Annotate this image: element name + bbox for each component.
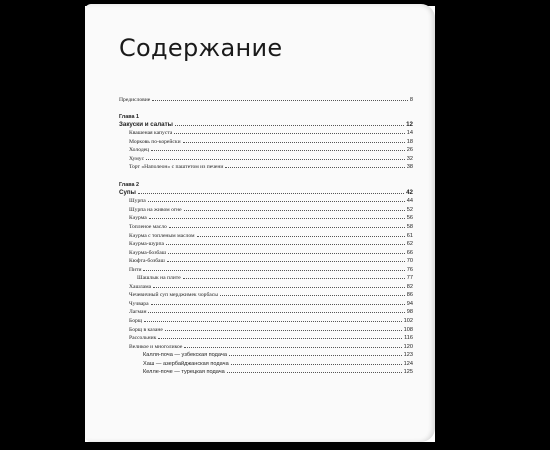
toc-entry-title: Торт «Наполеон» с паштетом из печени xyxy=(129,164,224,171)
toc-entry-title: Кәурма-шурпа xyxy=(129,241,164,248)
dot-leader xyxy=(152,96,408,101)
toc-entry-title: Борщ xyxy=(129,318,143,325)
toc-entry xyxy=(119,138,413,147)
toc-page-number: 116 xyxy=(404,335,413,342)
dot-leader xyxy=(148,197,405,202)
toc-entry-title: Шурпа xyxy=(129,198,146,205)
toc-entry xyxy=(119,266,413,275)
toc-entry-title: Калля-поча — узбекская подача xyxy=(143,352,227,359)
dot-leader xyxy=(166,240,405,245)
toc-page-number: 8 xyxy=(409,97,413,103)
table-of-contents xyxy=(119,96,413,387)
toc-entry-title: Пити xyxy=(129,266,142,273)
toc-page-number: 52 xyxy=(406,206,413,213)
dot-leader xyxy=(184,343,401,348)
dot-leader xyxy=(220,291,405,296)
toc-entry-title: Борщ в казане xyxy=(129,326,163,333)
toc-page-number: 120 xyxy=(403,343,413,350)
page-title: Содержание xyxy=(119,34,283,62)
toc-entry xyxy=(119,240,413,249)
toc-entry xyxy=(119,274,413,283)
toc-entry-title: Квашеная капуста xyxy=(129,130,173,137)
dot-leader xyxy=(183,274,405,279)
scan-border-right xyxy=(435,0,550,450)
toc-entry-title: Келле-поче — турецкая подача xyxy=(143,369,225,376)
toc-page-number: 62 xyxy=(406,241,413,248)
dot-leader xyxy=(151,300,405,305)
toc-entry-title: Супы xyxy=(119,188,136,196)
dot-leader xyxy=(151,146,405,151)
toc-entry-title: Хаш — азербайджанская подача xyxy=(143,360,229,367)
toc-page-number: 12 xyxy=(406,120,413,128)
toc-entry xyxy=(119,214,413,223)
toc-entry xyxy=(119,129,413,138)
toc-page-number: 108 xyxy=(403,326,413,333)
toc-preface xyxy=(119,96,413,105)
toc-entry xyxy=(119,223,413,232)
toc-entry xyxy=(119,146,413,155)
toc-page-number: 124 xyxy=(403,360,413,367)
toc-page-number: 58 xyxy=(406,224,413,231)
toc-entry xyxy=(119,360,413,369)
toc-page-number: 26 xyxy=(406,147,413,154)
toc-entry xyxy=(119,343,413,352)
toc-entry xyxy=(119,232,413,241)
chapter-list xyxy=(119,114,413,377)
toc-page-number: 66 xyxy=(406,249,413,256)
toc-entry-title: Хашлама xyxy=(129,283,152,290)
chapter-label: Глава 1 xyxy=(119,113,139,120)
dot-leader xyxy=(158,334,402,339)
toc-page-number: 18 xyxy=(406,138,413,145)
dot-leader xyxy=(165,326,402,331)
toc-entry-title: Закуски и салаты xyxy=(119,120,173,128)
toc-entry-title: Лагман xyxy=(129,309,147,316)
toc-page-number: 98 xyxy=(406,309,413,316)
toc-entry-title: Кюфта-бозбаш xyxy=(129,258,165,265)
scan-border-bottom xyxy=(0,442,550,450)
dot-leader xyxy=(149,214,405,219)
toc-page-number: 82 xyxy=(406,283,413,290)
toc-entry-title: Великое и многоликое xyxy=(129,343,183,350)
toc-page-number: 38 xyxy=(406,164,413,171)
dot-leader xyxy=(167,257,405,262)
toc-page-number: 123 xyxy=(403,352,413,359)
dot-leader xyxy=(175,121,404,126)
dot-leader xyxy=(169,223,405,228)
dot-leader xyxy=(138,189,404,194)
toc-chapter xyxy=(119,182,413,377)
dot-leader xyxy=(227,368,402,373)
toc-entry-title: Рассольник xyxy=(129,335,157,342)
toc-entry xyxy=(119,326,413,335)
dot-leader xyxy=(144,317,402,322)
toc-entry-title: Чечевичный суп мерджимек чорбасы xyxy=(129,292,219,299)
toc-entry-title: Шурпа на живом огне xyxy=(129,206,182,213)
dot-leader xyxy=(146,155,405,160)
toc-page-number: 14 xyxy=(406,130,413,137)
dot-leader xyxy=(148,308,404,313)
toc-entry xyxy=(119,206,413,215)
toc-entry xyxy=(119,291,413,300)
dot-leader xyxy=(143,266,404,271)
toc-entry xyxy=(119,351,413,360)
toc-entry-title: Морковь по-корейски xyxy=(129,138,181,145)
toc-page-number: 42 xyxy=(406,188,413,196)
toc-page-number: 125 xyxy=(403,369,413,376)
toc-entry xyxy=(119,283,413,292)
toc-entry-title: Чучвара xyxy=(129,300,149,307)
dot-leader xyxy=(229,351,402,356)
dot-leader xyxy=(153,283,405,288)
toc-entry-title: Шашлык на плите xyxy=(137,275,181,282)
toc-entry xyxy=(119,317,413,326)
toc-entry xyxy=(119,300,413,309)
toc-page-number: 32 xyxy=(406,155,413,162)
dot-leader xyxy=(197,232,405,237)
toc-page-number: 44 xyxy=(406,198,413,205)
toc-entry-title: Кәурма с топленым маслом xyxy=(129,232,195,239)
toc-page-number: 86 xyxy=(406,292,413,299)
scan-border-left xyxy=(0,0,85,450)
toc-entry xyxy=(119,368,413,377)
book-page xyxy=(85,4,435,442)
toc-entry xyxy=(119,163,413,172)
toc-entry-title: Кәурма xyxy=(129,215,147,222)
toc-entry xyxy=(119,308,413,317)
toc-entry-title: Топленое масло xyxy=(129,224,167,231)
toc-entry xyxy=(119,155,413,164)
toc-page-number: 94 xyxy=(406,300,413,307)
toc-chapter xyxy=(119,114,413,172)
toc-entry-title: Кәурма-бозбаш xyxy=(129,249,167,256)
toc-entry xyxy=(119,249,413,258)
dot-leader xyxy=(168,249,405,254)
toc-entry-title: Холодец xyxy=(129,147,150,154)
dot-leader xyxy=(183,138,405,143)
chapter-title xyxy=(119,121,413,130)
toc-entry xyxy=(119,197,413,206)
dot-leader xyxy=(225,163,404,168)
toc-entry xyxy=(119,257,413,266)
toc-page-number: 61 xyxy=(406,232,413,239)
toc-page-number: 102 xyxy=(403,318,413,325)
dot-leader xyxy=(174,129,404,134)
toc-page-number: 76 xyxy=(406,266,413,273)
chapter-title xyxy=(119,189,413,198)
chapter-label: Глава 2 xyxy=(119,181,139,188)
toc-page-number: 77 xyxy=(406,275,413,282)
toc-entry-title: Предисловие xyxy=(119,97,151,103)
toc-page-number: 70 xyxy=(406,258,413,265)
toc-entry-title: Хумус xyxy=(129,155,145,162)
toc-page-number: 56 xyxy=(406,215,413,222)
dot-leader xyxy=(231,360,402,365)
dot-leader xyxy=(184,206,405,211)
toc-entry xyxy=(119,334,413,343)
